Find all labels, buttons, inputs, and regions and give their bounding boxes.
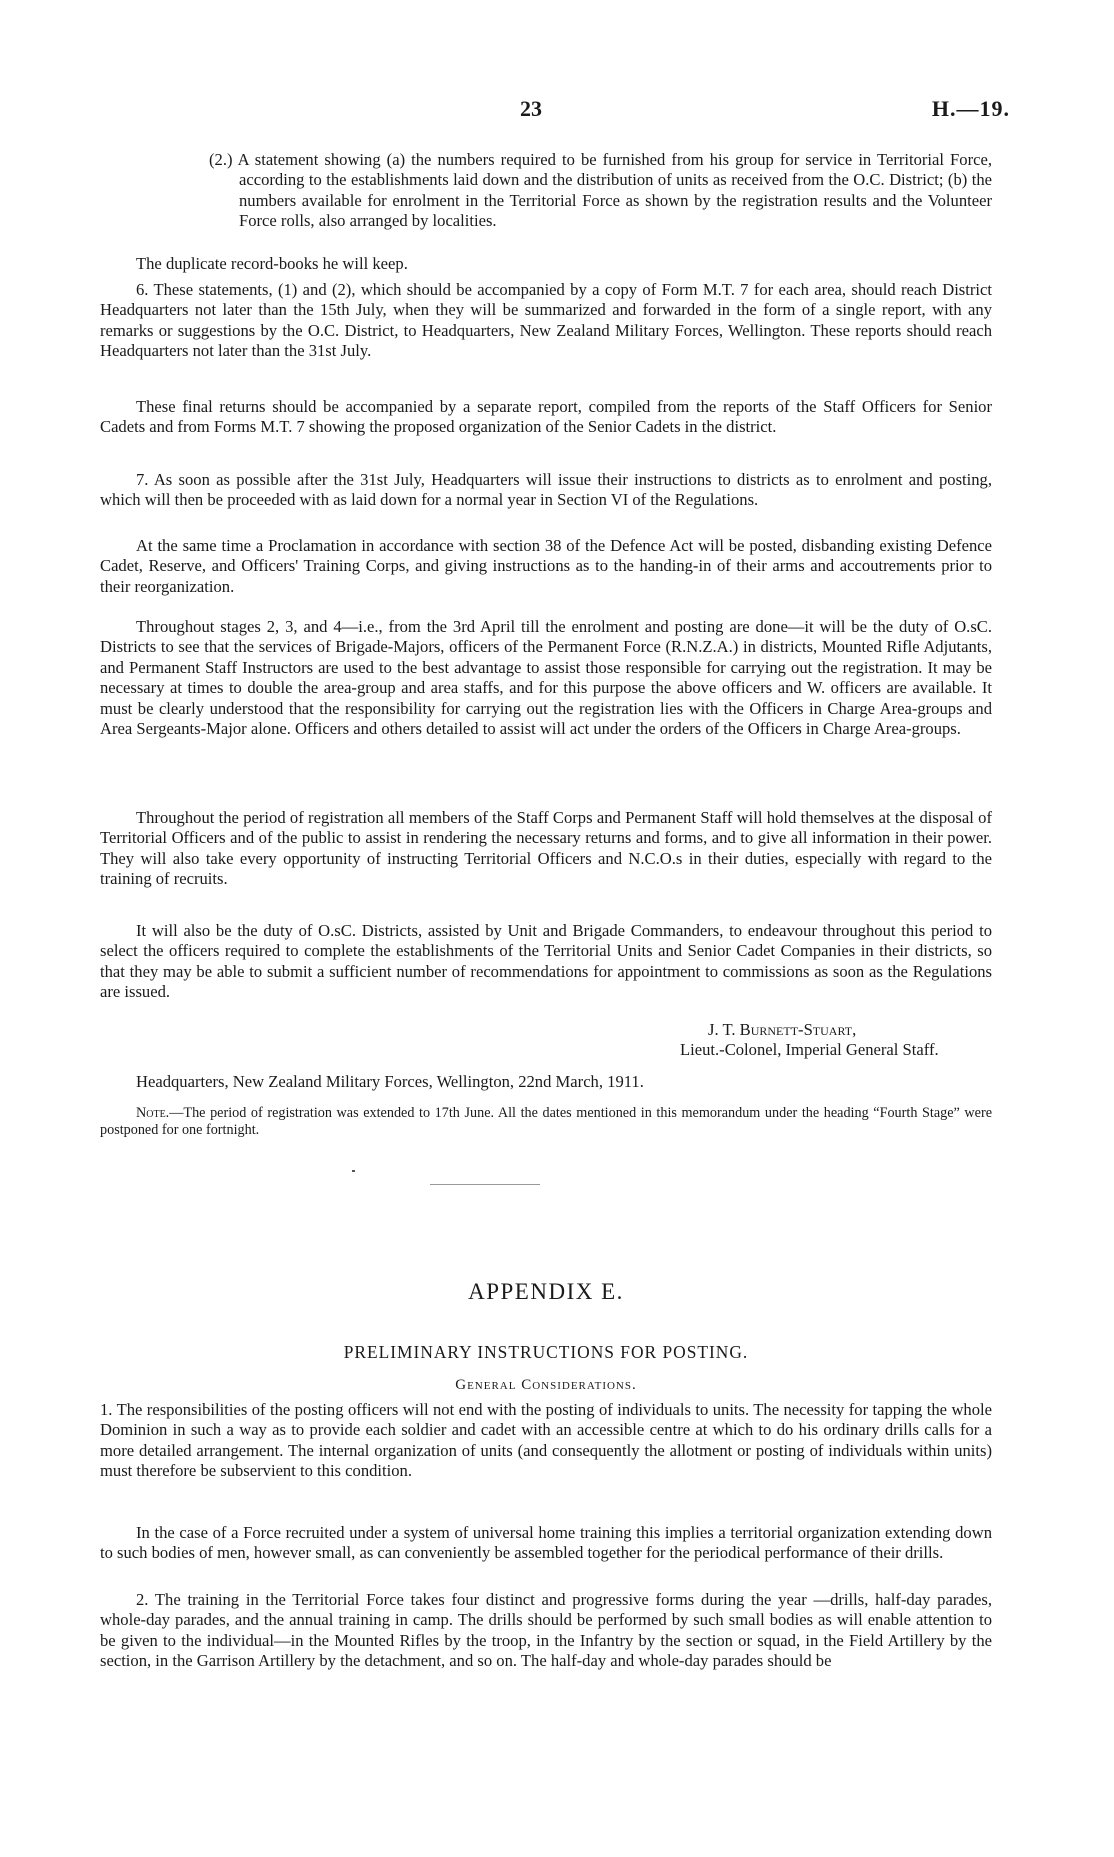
document-reference: H.—19. — [931, 96, 1010, 121]
appendix-paragraph-2: 2. The training in the Territorial Force takes four distinct and progressive forms during the year —drills, half-day parades, whole-day parades, and the annual training in camp. The drills should be performed by such small bodies as will enable attention to be given to the individual—in the Mounted Rifles by the troop, in the Infantry by the section or squad, in the Field Artillery by the section, in the Garrison Artillery by the detachment, and so on. The half-day and whole-day parades should be — [100, 1590, 992, 1671]
section-heading: General Considerations. — [455, 1377, 637, 1393]
stray-mark — [352, 1170, 355, 1172]
stages-paragraph: Throughout stages 2, 3, and 4—i.e., from the 3rd April till the enrolment and posting are done—it will be the duty of O.sC. Districts to see that the services of Brigade-Majors, officers of the Permanent Force (R.N.Z.A.) in districts, Mounted Rifle Adjutants, and Permanent Staff Instructors are used to the best advantage to assist those responsible for carrying out the registration. It may be necessary at times to double the area-group and area staffs, and for this purpose the above officers and W. officers are available. It must be clearly understood that the responsibility for carrying out the registration lies with the Officers in Charge Area-groups and Area Sergeants-Major alone. Officers and others detailed to assist will act under the orders of the Officers in Charge Area-groups. — [100, 617, 992, 739]
paragraph-6: 6. These statements, (1) and (2), which should be accompanied by a copy of Form M.T. 7 for each area, should reach District Headquarters not later than the 15th July, when they will be summarized and forwarded in the form of a single report, with any remarks or suggestions by the O.C. District, to Headquarters, New Zealand Military Forces, Wellington. These reports should reach Headquarters not later than the 31st July. — [100, 280, 992, 361]
paragraph-7: 7. As soon as possible after the 31st July, Headquarters will issue their instructions to districts as to enrolment and posting, which will then be proceeded with as laid down for a normal year in Section VI of the Regulations. — [100, 470, 992, 510]
signatory-rank: Lieut.-Colonel, Imperial General Staff. — [680, 1040, 939, 1060]
registration-period-paragraph: Throughout the period of registration all members of the Staff Corps and Permanent Staff will hold themselves at the disposal of Territorial Officers and of the public to assist in rendering the necessary returns and forms, and to give all information in their power. They will also take every opportunity of instructing Territorial Officers and N.C.O.s in their duties, especially with regard to the training of recruits. — [100, 808, 992, 889]
home-training-paragraph: In the case of a Force recruited under a system of universal home training this implies a territorial organization extending down to such bodies of men, however small, as can conveniently be assembled together for the periodical performance of their drills. — [100, 1523, 992, 1563]
appendix-paragraph-1: 1. The responsibilities of the posting officers will not end with the posting of individuals to units. The necessity for tapping the whole Dominion in such a way as to provide each soldier and cadet with an accessible centre at which to do his ordinary drills calls for a more detailed arrangement. The internal organization of units (and consequently the allotment or posting of individuals within units) must therefore be subservient to this condition. — [100, 1400, 992, 1481]
note-label: Note. — [136, 1105, 170, 1121]
appendix-title: APPENDIX E. — [468, 1279, 624, 1304]
duplicate-books-line: The duplicate record-books he will keep. — [136, 254, 408, 273]
page-number: 23 — [520, 96, 542, 121]
note-text: —The period of registration was extended to 17th June. All the dates mentioned in this memorandum under the heading “Fourth Stage” were postponed for one fortnight. — [100, 1105, 992, 1138]
section-divider — [430, 1184, 540, 1185]
signatory-name: J. T. Burnett-Stuart, — [708, 1020, 857, 1039]
appendix-subtitle: PRELIMINARY INSTRUCTIONS FOR POSTING. — [343, 1342, 749, 1362]
duty-select-paragraph: It will also be the duty of O.sC. Districts, assisted by Unit and Brigade Commanders, to endeavour throughout this period to select the officers required to complete the establishments of the Territorial Units and Senior Cadet Companies in their districts, so that they may be able to submit a sufficient number of recommendations for appointment to commissions as soon as the Regulations are issued. — [100, 921, 992, 1002]
item-2-statement: (2.) A statement showing (a) the numbers required to be furnished from his group for service in Territorial Force, according to the establishments laid down and the distribution of units as received from the O.C. District; (b) the numbers available for enrolment in the Territorial Force as shown by the registration results and the Volunteer Force rolls, also arranged by localities. — [209, 150, 992, 231]
registration-note — [100, 1105, 992, 1139]
proclamation-paragraph: At the same time a Proclamation in accordance with section 38 of the Defence Act will be posted, disbanding existing Defence Cadet, Reserve, and Officers' Training Corps, and giving instructions as to the handing-in of their arms and accoutrements prior to their reorganization. — [100, 536, 992, 596]
final-returns-paragraph: These final returns should be accompanied by a separate report, compiled from the reports of the Staff Officers for Senior Cadets and from Forms M.T. 7 showing the proposed organization of the Senior Cadets in the district. — [100, 397, 992, 437]
dateline: Headquarters, New Zealand Military Forces, Wellington, 22nd March, 1911. — [136, 1072, 644, 1091]
signature-block — [680, 1020, 980, 1061]
